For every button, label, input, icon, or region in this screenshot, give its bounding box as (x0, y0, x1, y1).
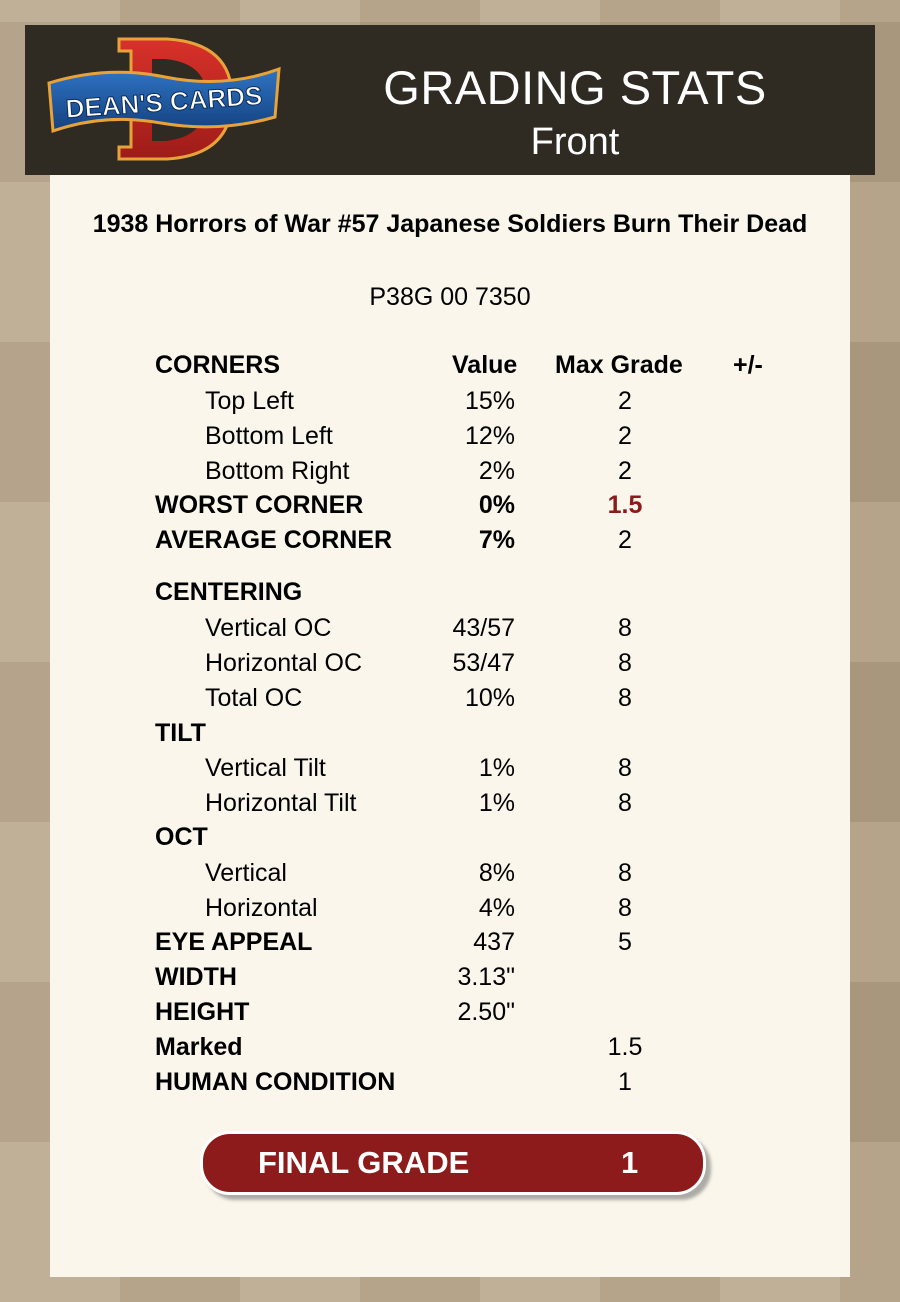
stat-row (50, 716, 850, 750)
deans-cards-logo (47, 33, 282, 163)
stat-label: WORST CORNER (155, 491, 364, 519)
stat-max-grade: 8 (618, 684, 632, 712)
stat-value: 10% (464, 684, 515, 712)
stat-label: Total OC (205, 684, 303, 712)
stat-row (50, 995, 850, 1029)
stat-value: 437 (473, 928, 515, 956)
stat-row (50, 419, 850, 453)
stat-row (50, 820, 850, 854)
stat-label: Vertical OC (205, 614, 332, 642)
section-label: TILT (155, 719, 206, 747)
worst-corner-max-grade: 1.5 (607, 491, 643, 519)
stat-row (50, 681, 850, 715)
stat-value: 8% (478, 859, 515, 887)
stat-label: Bottom Right (205, 457, 350, 485)
stat-row (50, 1065, 850, 1099)
stat-max-grade: 8 (618, 789, 632, 817)
stat-value: 1% (478, 789, 515, 817)
stat-row (50, 611, 850, 645)
stat-row (50, 925, 850, 959)
stat-value: 53/47 (452, 649, 515, 677)
stat-label: Horizontal Tilt (205, 789, 357, 817)
stat-label: Marked (155, 1033, 243, 1061)
stat-max-grade: 1 (618, 1068, 632, 1096)
stat-label: Horizontal OC (205, 649, 362, 677)
stat-row (50, 575, 850, 609)
stat-max-grade: 2 (618, 457, 632, 485)
stat-label: Horizontal (205, 894, 318, 922)
stat-value: 7% (478, 526, 515, 554)
stat-value: 3.13" (457, 963, 515, 991)
stat-row (50, 751, 850, 785)
stat-value: 15% (464, 387, 515, 415)
final-grade-label: FINAL GRADE (258, 1145, 470, 1180)
stat-label: Bottom Left (205, 422, 333, 450)
stat-row (50, 523, 850, 557)
final-grade-button[interactable] (200, 1131, 706, 1195)
stat-label: Vertical Tilt (205, 754, 326, 782)
stat-row (50, 454, 850, 488)
stat-row (50, 960, 850, 994)
stat-label: HEIGHT (155, 998, 250, 1026)
logo-wordmark: DEAN'S CARDS (64, 80, 264, 124)
stat-row (50, 384, 850, 418)
section-label: CORNERS (155, 351, 281, 379)
stat-label: WIDTH (155, 963, 237, 991)
stat-row (50, 786, 850, 820)
stat-label: HUMAN CONDITION (155, 1068, 396, 1096)
stat-max-grade: 2 (618, 422, 632, 450)
page-subtitle: Front (530, 121, 620, 163)
final-grade-value: 1 (621, 1145, 639, 1180)
stat-max-grade: 8 (618, 894, 632, 922)
stat-value: 43/57 (452, 614, 515, 642)
column-header-value: Value (452, 351, 518, 379)
stat-value: 0% (478, 491, 515, 519)
stat-row (50, 891, 850, 925)
stat-row (50, 348, 850, 382)
cert-number: P38G 00 7350 (369, 283, 531, 311)
stat-row (50, 856, 850, 890)
section-label: OCT (155, 823, 208, 851)
stat-max-grade: 8 (618, 859, 632, 887)
card-title: 1938 Horrors of War #57 Japanese Soldiers Burn Their Dead (92, 210, 808, 238)
header-bar (25, 25, 875, 175)
stat-value: 1% (478, 754, 515, 782)
stat-max-grade: 8 (618, 754, 632, 782)
stat-max-grade: 8 (618, 614, 632, 642)
stat-value: 2% (478, 457, 515, 485)
stat-value: 2.50" (457, 998, 515, 1026)
stat-max-grade: 2 (618, 526, 632, 554)
stat-max-grade: 5 (618, 928, 632, 956)
stat-max-grade: 1.5 (607, 1033, 643, 1061)
stat-max-grade: 8 (618, 649, 632, 677)
stat-max-grade: 2 (618, 387, 632, 415)
page-title: GRADING STATS (383, 61, 767, 114)
stat-row (50, 646, 850, 680)
stat-value: 12% (464, 422, 515, 450)
section-label: CENTERING (155, 578, 303, 606)
stat-row (50, 488, 850, 522)
stats-panel (50, 175, 850, 1277)
column-header-plus-minus: +/- (733, 351, 763, 379)
stat-label: Top Left (205, 387, 294, 415)
stat-value: 4% (478, 894, 515, 922)
stat-row (50, 1030, 850, 1064)
stat-label: EYE APPEAL (155, 928, 313, 956)
stat-label: Vertical (205, 859, 287, 887)
stat-label: AVERAGE CORNER (155, 526, 393, 554)
column-header-max-grade: Max Grade (555, 351, 683, 379)
